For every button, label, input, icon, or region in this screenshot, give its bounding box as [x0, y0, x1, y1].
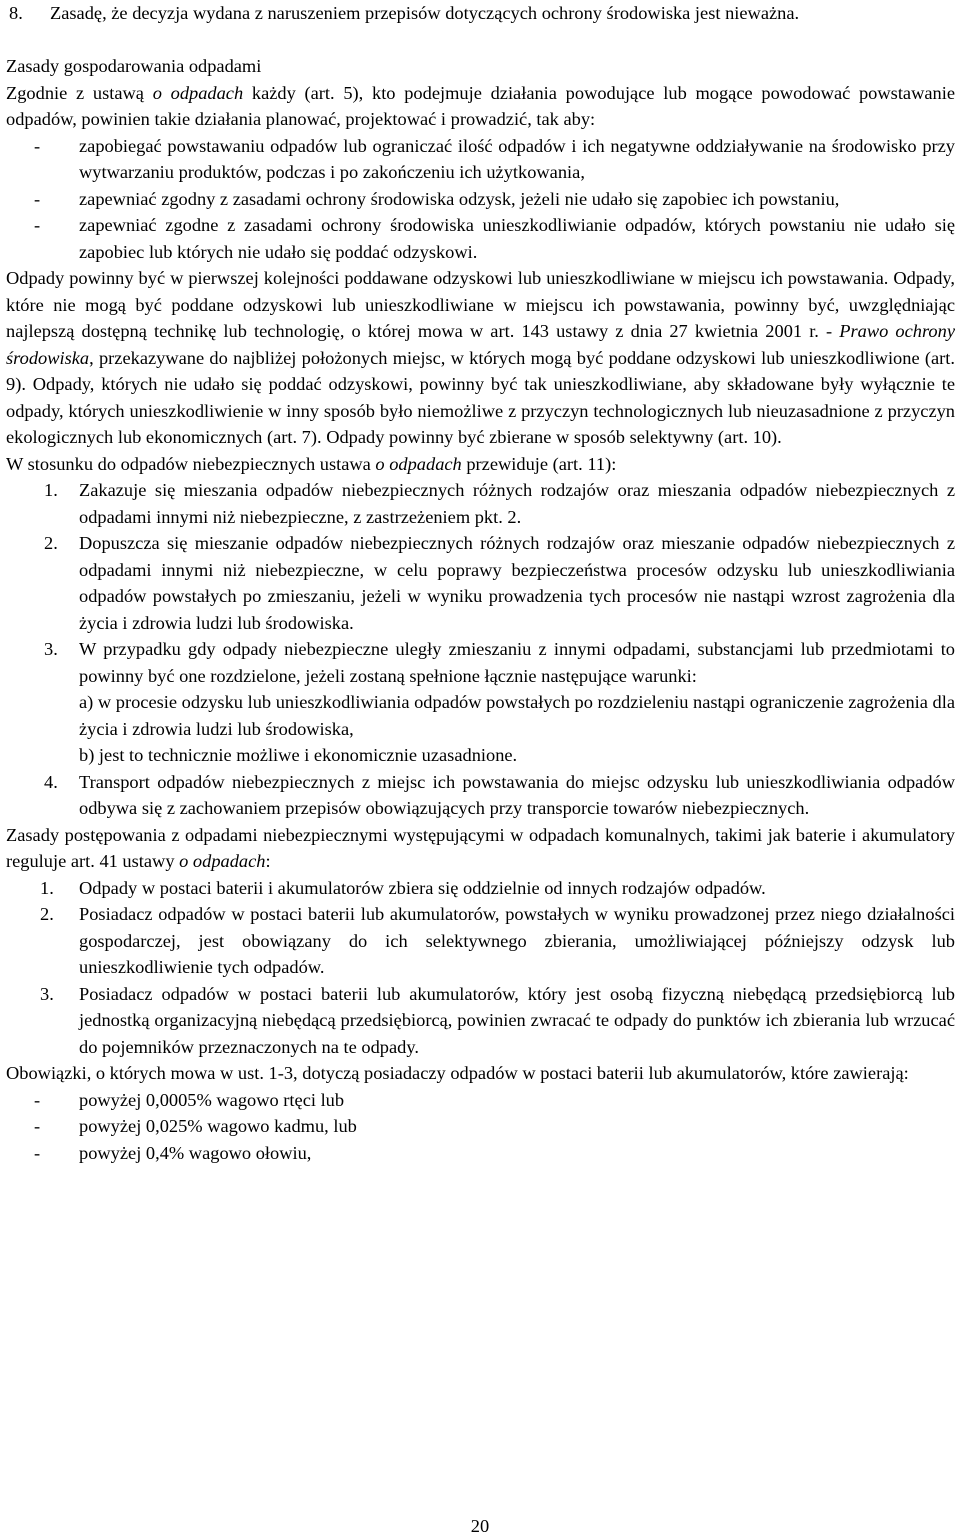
list-item-text: Zakazuje się mieszania odpadów niebezpiecznych różnych rodzajów oraz mieszania odpadów niebezpiecznych z odpadami innymi niż niebezpieczne, z zastrzeżeniem pkt. 2. — [79, 480, 955, 527]
list-item-text: Posiadacz odpadów w postaci baterii lub akumulatorów, który jest osobą fizyczną niebędącą przedsiębiorcą lub jednostką organizacyjną niebędącą przedsiębiorcą, powinien zwracać te odpady do punktów ich zbierania lub wrzucać do pojemników przeznaczonych na te odpady. — [79, 983, 955, 1057]
sub-item-a: a) w procesie odzysku lub unieszkodliwiania odpadów powstałych po rozdzieleniu nastąpi ograniczenie zagrożenia dla życia i zdrowia ludzi lub środowiska, — [79, 692, 955, 739]
italic-act-name: o odpadach — [375, 453, 462, 474]
list-item — [6, 636, 955, 769]
list-item — [6, 875, 955, 902]
text-run: Zasady postępowania z odpadami niebezpiecznymi występującymi w odpadach komunalnych, takimi jak baterie i akumulatory reguluje art. 41 ustawy — [6, 824, 955, 871]
number-marker: 1. — [40, 877, 54, 898]
italic-act-name: o odpadach — [152, 82, 244, 103]
list-item — [6, 530, 955, 636]
dash-marker: - — [34, 1142, 41, 1163]
list-item-text: Posiadacz odpadów w postaci baterii lub akumulatorów, powstałych w wyniku prowadzonej przez niego działalności gospodarczej, jest obowiązany do ich selektywnego zbierania, umożliwiającej późniejszy odzysk lub unieszkodliwienie tych odpadów. — [79, 904, 955, 977]
text-run: , przekazywane do najbliżej położonych miejsc, w których mogą być poddane odzyskowi lub unieszkodliwione (art. 9). Odpady, których nie udało się poddać odzyskowi, powinny być tak unieszkodliwiane, aby składowane były wyłącznie te odpady, których unieszkodliwienie w inny sposób było niemożliwe z przyczyn technologicznych lub nieuzasadnione z przyczyn ekologicznych lub ekonomicznych (art. 7). Odpady powinny być zbierane w sposób selektywny (art. 10). — [6, 347, 955, 447]
text-run: Odpady powinny być w pierwszej kolejności poddawane odzyskowi lub unieszkodliwiane w miejscu ich powstawania. Odpady, które nie mogą być poddane odzyskowi lub unieszkodliwiane w miejscu ich powstawania, powinny być, uwzględniając najlepszą dostępną technikę lub technologię, o której mowa w art. 143 ustawy z dnia 27 kwietnia 2001 r. - — [6, 268, 955, 341]
number-marker: 2. — [40, 904, 54, 924]
list-item-text: Dopuszcza się mieszanie odpadów niebezpiecznych różnych rodzajów oraz mieszanie odpadów niebezpiecznych z odpadami innymi niż niebezpieczne, w celu poprawy bezpieczeństwa procesów odzysku lub unieszkodliwiania odpadów powstałych po zmieszaniu, jeżeli w wyniku prowadzenia tych procesów nie nastąpi wzrost zagrożenia dla życia i zdrowia ludzi lub środowiska. — [79, 533, 955, 633]
dash-marker: - — [34, 215, 41, 235]
list-item — [6, 186, 955, 213]
list-item-text: W przypadku gdy odpady niebezpieczne uległy zmieszaniu z innymi odpadami, substancjami lub przedmiotami to powinny być one rozdzielone, jeżeli zostaną spełnione łącznie następujące warunki: — [79, 639, 955, 686]
list-item-text: powyżej 0,025% wagowo kadmu, lub — [79, 1116, 357, 1136]
dash-marker: - — [34, 188, 41, 209]
text-run: : — [265, 851, 271, 871]
list-item-text: powyżej 0,0005% wagowo rtęci lub — [79, 1089, 345, 1110]
list-item — [6, 1113, 955, 1140]
text-run: przewiduje (art. 11): — [461, 453, 617, 474]
list-item-point-8 — [6, 0, 955, 27]
limits-list — [6, 1087, 955, 1167]
italic-act-name: Prawo ochrony środowiska — [6, 321, 955, 368]
dash-marker: - — [34, 1116, 41, 1136]
list-item — [6, 981, 955, 1061]
list-item — [6, 769, 955, 822]
sub-item-b: b) jest to technicznie możliwe i ekonomicznie uzasadnione. — [79, 745, 518, 765]
art11-list — [6, 477, 955, 822]
section-title: Zasady gospodarowania odpadami — [6, 56, 262, 76]
list-item-body — [79, 636, 955, 769]
list-item — [6, 212, 955, 265]
text-run: każdy (art. 5), kto podejmuje działania powodujące lub mogące powodować powstawanie odpadów, powinien takie działania planować, projektować i prowadzić, tak aby: — [6, 82, 956, 129]
list-item — [6, 477, 955, 530]
list-item-text: zapobiegać powstawaniu odpadów lub ograniczać ilość odpadów i ich negatywne oddziaływanie na środowisko przy wytwarzaniu produktów, podczas i po zakończeniu ich użytkowania, — [79, 135, 955, 182]
list-item — [6, 133, 955, 186]
text-run: W stosunku do odpadów niebezpiecznych ustawa — [6, 453, 376, 474]
number-marker: 4. — [44, 771, 58, 792]
list-item-text: powyżej 0,4% wagowo ołowiu, — [79, 1142, 312, 1163]
number-marker: 3. — [44, 639, 58, 659]
dash-marker: - — [34, 1089, 41, 1110]
number-marker: 1. — [44, 480, 58, 500]
art41-list — [6, 875, 955, 1061]
list-item — [6, 1140, 955, 1167]
paragraph-waste-rules — [6, 265, 955, 451]
number-marker: 3. — [40, 983, 54, 1004]
paragraph-hazardous — [6, 451, 955, 478]
duties-list — [6, 133, 955, 266]
list-item — [6, 901, 955, 981]
list-item-text: Transport odpadów niebezpiecznych z miejsc ich powstawania do miejsc odzysku lub unieszkodliwiania odpadów odbywa się z zachowaniem przepisów obowiązujących przy transporcie towarów niebezpiecznych. — [79, 771, 955, 818]
list-item-text: Odpady w postaci baterii i akumulatorów zbiera się oddzielnie od innych rodzajów odpadów. — [79, 877, 766, 898]
list-item-text: zapewniać zgodne z zasadami ochrony środowiska unieszkodliwianie odpadów, których powstaniu nie udało się zapobiec lub których nie udało się poddać odzyskowi. — [79, 215, 955, 262]
text-run: Zgodnie z ustawą — [6, 82, 153, 103]
paragraph-intro — [6, 80, 955, 133]
list-item-text: Zasadę, że decyzja wydana z naruszeniem przepisów dotyczących ochrony środowiska jest nieważna. — [50, 3, 800, 23]
list-item-text: zapewniać zgodny z zasadami ochrony środowiska odzysk, jeżeli nie udało się zapobiec ich powstaniu, — [79, 188, 840, 209]
italic-act-name: o odpadach — [179, 851, 266, 871]
page-number: 20 — [470, 1516, 490, 1536]
document-page — [6, 0, 955, 1166]
list-item — [6, 1087, 955, 1114]
paragraph-obligations: Obowiązki, o których mowa w ust. 1-3, dotyczą posiadaczy odpadów w postaci baterii lub akumulatorów, które zawierają: — [6, 1063, 909, 1083]
list-marker: 8. — [9, 3, 23, 23]
dash-marker: - — [34, 135, 41, 156]
number-marker: 2. — [44, 533, 58, 553]
paragraph-batteries — [6, 822, 955, 875]
